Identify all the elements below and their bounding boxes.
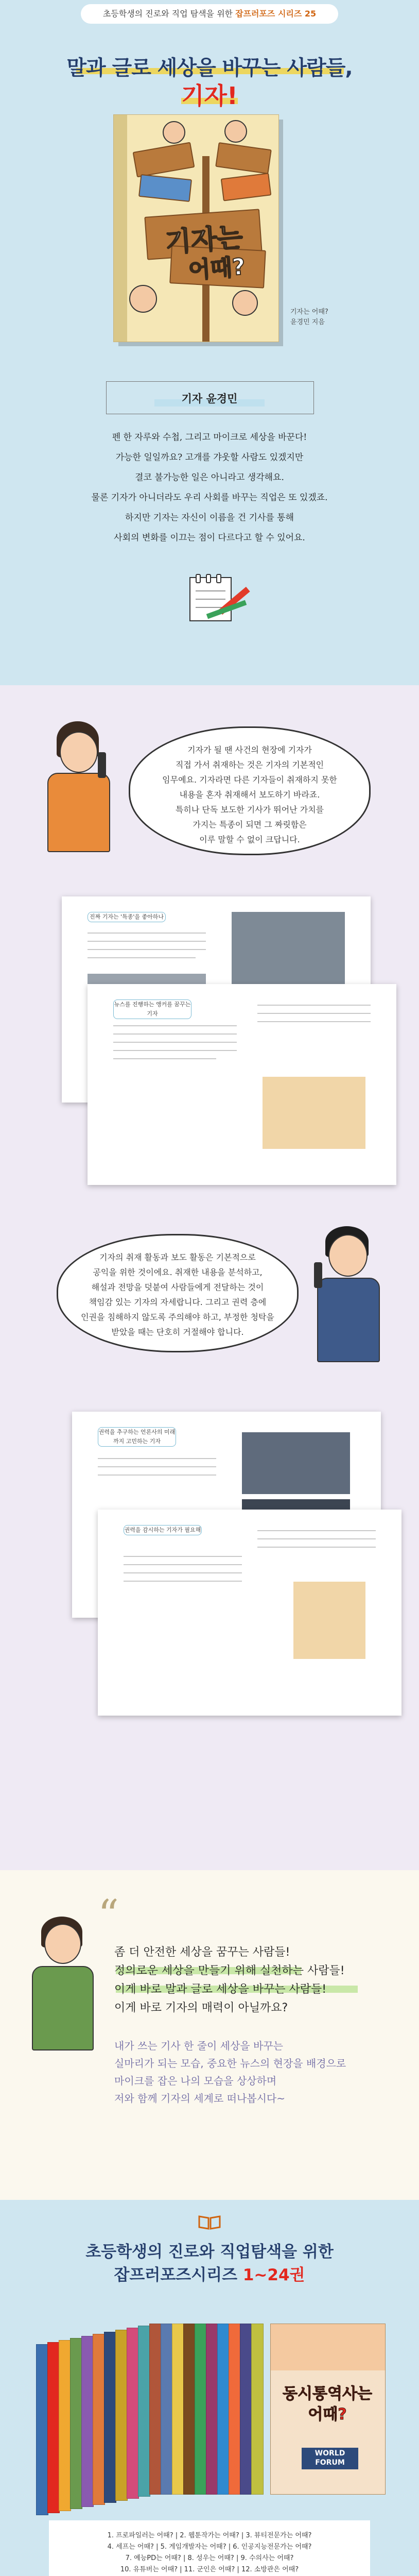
text-line (113, 1025, 237, 1026)
bubble-line: 이루 말할 수 없이 크답니다. (199, 835, 300, 844)
series-list-row: 10. 유튜버는 어때? | 11. 군인은 어때? | 12. 소방관은 어때? (120, 2566, 299, 2573)
interior-section (0, 685, 419, 1870)
front-book-title-line1: 동시통역사는 (283, 2385, 372, 2403)
text-line (257, 1538, 376, 1539)
series-pill (81, 4, 338, 24)
bubble-line: 인권을 침해하지 않도록 주의해야 하고, 부정한 청탁을 (81, 1312, 274, 1322)
quote-line: 좀 더 안전한 세상을 꿈꾸는 사람들! (114, 1946, 290, 1959)
book-spine (59, 2340, 71, 2511)
series-section (0, 2200, 419, 2576)
text-line (88, 933, 206, 934)
series-name: 잡프러포즈 시리즈 25 (235, 9, 317, 19)
book-spine (240, 2324, 252, 2495)
book-spine (172, 2324, 184, 2495)
microphone-icon (98, 752, 106, 778)
book-title-line2: 어때? (187, 253, 247, 284)
page-spread (88, 984, 396, 1185)
bubble-line: 기자의 취재 활동과 보도 활동은 기본적으로 (99, 1252, 256, 1262)
bubble-line: 책임감 있는 기자의 자세랍니다. 그리고 권력 층에 (89, 1297, 267, 1307)
notepad-ring (206, 574, 211, 583)
text-line (113, 1050, 237, 1051)
signboard (138, 174, 192, 202)
chapter-tag: 권력을 감시하는 기자가 필요해 (124, 1525, 202, 1535)
text-line (124, 1581, 242, 1582)
kid-illustration (129, 285, 157, 313)
text-line (124, 1572, 242, 1573)
series-heading-name: 잡프러포즈시리즈 (114, 2266, 243, 2284)
series-list-row: 1. 프로파일러는 어때? | 2. 웹툰작가는 어때? | 3. 뷰티전문가는 어때? (107, 2532, 312, 2539)
bubble-line: 해설과 전망을 덧붙여 사람들에게 전달하는 것이 (91, 1282, 264, 1292)
book-title-line1: 기자는 (164, 222, 244, 259)
bubble-line: 특히나 단독 보도한 기사가 뛰어난 가치를 (175, 805, 324, 815)
author-line: 결코 불가능한 일은 아니라고 생각해요. (135, 472, 284, 483)
quote-line: 이게 바로 기자의 매력이 아닐까요? (114, 2002, 288, 2014)
series-prefix: 초등학생의 진로와 직업 탐색을 위한 (102, 9, 236, 19)
series-heading-line1: 초등학생의 진로와 직업탐색을 위한 (85, 2243, 334, 2261)
quote-main (114, 1943, 345, 2018)
reporter-head (60, 732, 98, 773)
book-spine (138, 2326, 150, 2497)
text-line (88, 949, 206, 950)
book-caption-title: 기자는 어때? (290, 308, 328, 316)
bubble-line: 공익을 위한 것이에요. 취재한 내용을 분석하고, (93, 1267, 263, 1277)
text-line (113, 1042, 237, 1043)
book-caption (290, 307, 328, 328)
text-line (113, 1058, 216, 1059)
text-line (88, 941, 206, 942)
quote-sub (114, 2037, 346, 2107)
book-cover (113, 114, 279, 342)
text-line (257, 1021, 371, 1022)
book-spine (149, 2324, 162, 2495)
kid-illustration (232, 290, 258, 316)
author-line: 가능한 일일까요? 고개를 갸웃할 사람도 있겠지만 (115, 452, 304, 463)
page-spread (98, 1510, 401, 1716)
quote-section (0, 1870, 419, 2200)
quote-line: 내가 쓰는 기사 한 줄이 세상을 바꾸는 (114, 2040, 283, 2052)
reporter-illustration (309, 1226, 386, 1381)
reporter-body (317, 1278, 380, 1362)
chapter-tag: 권력을 추구하는 언론사의 미래까지 고민하는 기자 (98, 1427, 176, 1447)
author-line: 물론 기자가 아니더라도 우리 사회를 바꾸는 직업은 또 있겠죠. (91, 493, 328, 503)
book-spine (217, 2324, 230, 2495)
book-spine (229, 2324, 241, 2495)
reporter-head (44, 1924, 81, 1964)
book-spine (104, 2332, 116, 2503)
microphone-icon (314, 1262, 322, 1288)
notepad-ring (196, 574, 201, 583)
photo (242, 1432, 350, 1494)
author-title: 기자 윤경민 (181, 393, 238, 405)
front-book-cover (270, 2324, 386, 2495)
reporter-illustration (26, 1917, 98, 2056)
bubble-line: 내용을 혼자 취재해서 보도하기 바라죠. (179, 790, 320, 800)
text-line (257, 1530, 376, 1531)
book-spine (114, 115, 127, 342)
text-line (257, 1013, 371, 1014)
headline-line2: 기자! (181, 82, 238, 110)
bubble-line: 임무예요. 기자라면 다른 기자들이 취재하지 못한 (162, 775, 337, 785)
signboard (133, 142, 195, 177)
quote-mark-icon: “ (98, 1891, 119, 1939)
series-list (49, 2520, 370, 2576)
book-caption-author: 윤경민 지음 (290, 318, 325, 326)
chapter-tag: 진짜 기자는 '특종'을 좋아하나 (88, 912, 166, 922)
text-line (257, 1005, 371, 1006)
chapter-tag: 뉴스를 진행하는 앵커를 꿈꾸는 기자 (113, 999, 191, 1019)
quote-line: 이게 바로 말과 글로 세상을 바꾸는 사람들! (114, 1983, 327, 1996)
text-line (98, 1475, 216, 1476)
reporter-body (32, 1966, 94, 2050)
reporter-illustration (36, 721, 118, 876)
quote-line: 실마리가 되는 모습, 중요한 뉴스의 현장을 배경으로 (114, 2057, 346, 2070)
bubble-line: 기자가 될 땐 사건의 현장에 기자가 (187, 745, 312, 755)
signboard (215, 142, 272, 174)
speech-bubble (129, 726, 371, 855)
book-spine (81, 2336, 94, 2507)
author-line: 펜 한 자루와 수첩, 그리고 마이크로 세상을 바꾼다! (112, 432, 307, 443)
speech-bubble (57, 1234, 299, 1352)
book-spine (161, 2324, 173, 2495)
series-list-row: 4. 세프는 어때? | 5. 게임개발자는 어때? | 6. 인공지능전문가는 어때? (107, 2543, 312, 2551)
text-line (257, 1547, 376, 1548)
series-heading-range: 1~24권 (242, 2266, 305, 2284)
quote-line: 정의로운 세상을 만들기 위해 실천하는 사람들! (114, 1964, 345, 1977)
book-spine (183, 2324, 196, 2495)
book-spine (47, 2342, 60, 2513)
book-spine (206, 2324, 218, 2495)
quote-line: 저와 함께 기자의 세계로 떠나봅시다~ (114, 2092, 285, 2105)
text-line (113, 1033, 237, 1035)
notepad-line (196, 590, 225, 591)
text-line (98, 1466, 216, 1467)
author-line: 하지만 기자는 자신이 이름을 건 기사를 통해 (125, 513, 294, 523)
kid-illustration (163, 121, 185, 144)
photo (232, 912, 345, 984)
header-section (0, 0, 419, 685)
book-spine (251, 2324, 264, 2495)
signboard (221, 173, 272, 201)
illustration (293, 1582, 365, 1659)
author-text (51, 428, 368, 548)
text-line (98, 1458, 216, 1459)
bubble-line: 가지는 특종이 되면 그 짜릿함은 (193, 820, 307, 829)
headline-line1: 말과 글로 세상을 바꾸는 사람들, (66, 56, 353, 80)
book-spine (36, 2344, 48, 2515)
open-book-icon (198, 2214, 221, 2230)
bubble-line: 받았을 때는 단호히 거절해야 합니다. (111, 1327, 244, 1337)
book-spine (70, 2338, 82, 2509)
cover-top-band (271, 2324, 385, 2370)
book-spine (93, 2334, 105, 2505)
notepad-line (196, 599, 225, 600)
notepad-ring (216, 574, 221, 583)
text-line (124, 1564, 242, 1565)
book-spine (115, 2330, 128, 2501)
book-spine (195, 2324, 207, 2495)
book-spine (127, 2328, 139, 2499)
illustration (263, 1077, 365, 1149)
quote-line: 마이크를 잡은 나의 모습을 상상하며 (114, 2075, 277, 2087)
text-line (88, 957, 196, 958)
series-heading-line2 (0, 2262, 419, 2285)
series-list-row: 7. 예능PD는 어때? | 8. 성우는 어때? | 9. 수의사는 어때? (125, 2554, 294, 2562)
front-book-title-line2: 어때? (308, 2405, 347, 2424)
reporter-head (328, 1234, 368, 1277)
reporter-body (47, 773, 110, 852)
world-forum-banner: WORLD FORUM (302, 2448, 358, 2469)
kid-illustration (224, 120, 247, 143)
text-line (124, 1556, 242, 1557)
bubble-line: 직접 가서 취재하는 것은 기자의 기본적인 (175, 760, 324, 770)
author-line: 사회의 변화를 이끄는 점이 다르다고 할 수 있어요. (114, 533, 305, 543)
